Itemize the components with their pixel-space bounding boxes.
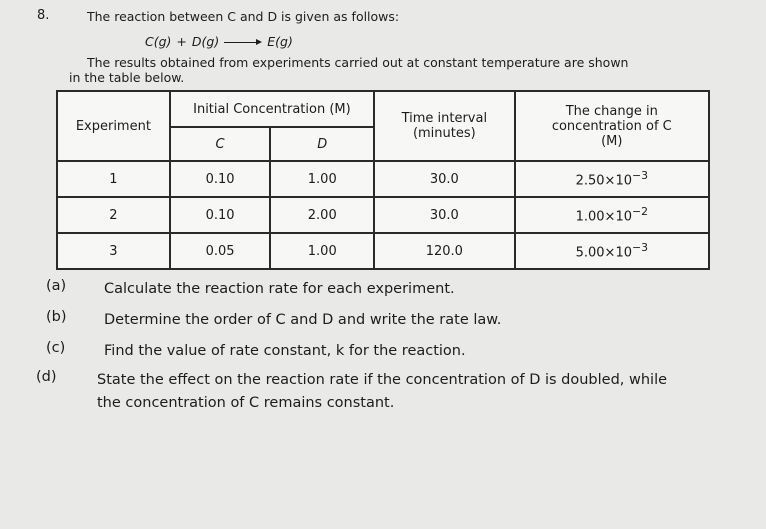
plus-sign: + bbox=[176, 34, 187, 49]
header-time-interval bbox=[374, 91, 515, 161]
cell-d: 1.00 bbox=[270, 233, 374, 269]
cell-c: 0.05 bbox=[170, 233, 271, 269]
question-number: 8. bbox=[37, 8, 50, 23]
table-row bbox=[57, 197, 709, 233]
header-d: D bbox=[270, 127, 374, 161]
reactant-c: C(g) bbox=[145, 34, 172, 49]
header-change-line-3: (M) bbox=[601, 133, 623, 149]
reaction-equation bbox=[145, 34, 293, 49]
question-intro: The reaction between C and D is given as follows: bbox=[87, 9, 400, 24]
cell-experiment: 2 bbox=[57, 197, 170, 233]
cell-change: $2.50\times 10^{-3}$ bbox=[515, 161, 709, 197]
cell-time: 30.0 bbox=[374, 161, 515, 197]
header-change-in-concentration bbox=[515, 91, 709, 161]
part-b-text: Determine the order of C and D and write the rate law. bbox=[104, 312, 502, 328]
table-row bbox=[57, 161, 709, 197]
results-line-2: in the table below. bbox=[69, 70, 185, 85]
cell-d: 1.00 bbox=[270, 161, 374, 197]
table-row bbox=[57, 233, 709, 269]
part-d-line-1: State the effect on the reaction rate if the concentration of D is doubled, while bbox=[97, 372, 668, 388]
part-a-label: (a) bbox=[46, 278, 67, 294]
cell-time: 30.0 bbox=[374, 197, 515, 233]
cell-experiment: 1 bbox=[57, 161, 170, 197]
header-c: C bbox=[170, 127, 271, 161]
cell-experiment: 3 bbox=[57, 233, 170, 269]
part-d-line-2: the concentration of C remains constant. bbox=[97, 395, 395, 411]
header-experiment: Experiment bbox=[57, 91, 170, 161]
cell-c: 0.10 bbox=[170, 161, 271, 197]
part-c-label: (c) bbox=[46, 340, 66, 356]
cell-d: 2.00 bbox=[270, 197, 374, 233]
part-d-text bbox=[97, 369, 737, 415]
cell-change: $1.00\times 10^{-2}$ bbox=[515, 197, 709, 233]
part-b-label: (b) bbox=[46, 309, 67, 325]
results-line-1: The results obtained from experiments carried out at constant temperature are shown bbox=[87, 55, 629, 70]
header-time-line-2: (minutes) bbox=[412, 126, 476, 141]
header-change-line-2: concentration of C bbox=[551, 118, 672, 134]
results-description bbox=[69, 55, 689, 85]
cell-time: 120.0 bbox=[374, 233, 515, 269]
part-d-label: (d) bbox=[36, 369, 57, 385]
product-e: E(g) bbox=[267, 34, 293, 49]
header-initial-concentration: Initial Concentration (M) bbox=[170, 91, 374, 127]
cell-change: $5.00\times 10^{-3}$ bbox=[515, 233, 709, 269]
results-table bbox=[56, 90, 710, 270]
reactant-d: D(g) bbox=[191, 34, 220, 49]
header-change-line-1: The change in bbox=[565, 103, 658, 119]
header-time-line-1: Time interval bbox=[401, 111, 488, 126]
cell-c: 0.10 bbox=[170, 197, 271, 233]
reaction-arrow-icon bbox=[224, 37, 262, 47]
part-a-text: Calculate the reaction rate for each experiment. bbox=[104, 281, 455, 297]
part-c-text: Find the value of rate constant, k for the reaction. bbox=[104, 343, 466, 359]
